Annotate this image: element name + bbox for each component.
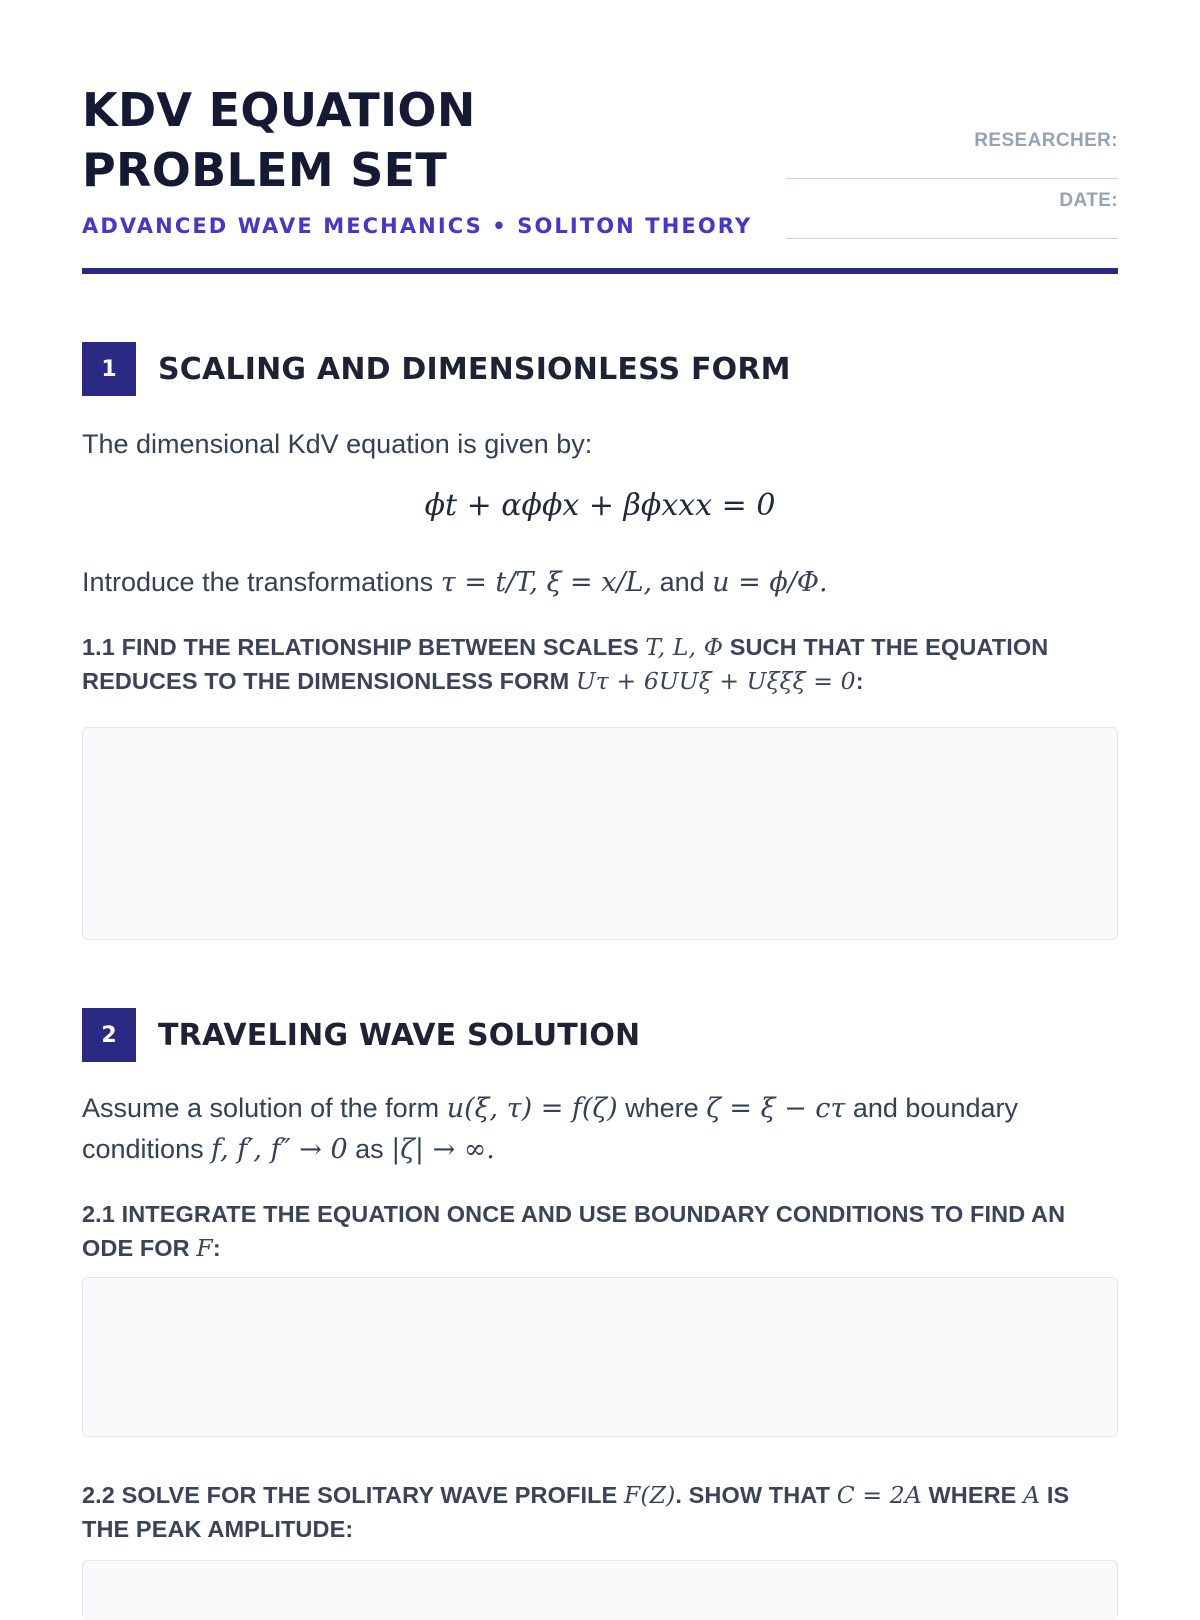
title-line-2: PROBLEM SET <box>82 143 448 197</box>
q21-math: F <box>196 1234 213 1262</box>
transform-and: and <box>659 567 705 597</box>
transform-prefix: Introduce the transformations <box>82 567 434 597</box>
assume-math-2: ζ = ξ − cτ <box>706 1093 846 1124</box>
date-label: DATE: <box>1059 190 1118 211</box>
transform-math-1: τ = t/T, ξ = x/L, <box>440 567 653 598</box>
answer-box-2-2[interactable] <box>82 1560 1118 1620</box>
section-1-header <box>82 342 1118 396</box>
transform-math-2: u = ϕ/Φ. <box>712 567 828 598</box>
researcher-line[interactable] <box>786 178 1118 179</box>
section-2-badge: 2 <box>82 1008 136 1062</box>
q22-where: WHERE <box>928 1482 1017 1508</box>
q1-math-scales: T, L, Φ <box>645 633 724 661</box>
question-2-2 <box>82 1478 1118 1546</box>
assume-prefix: Assume a solution of the form <box>82 1093 440 1123</box>
section-2-assumption <box>82 1088 1118 1170</box>
meta-fields <box>786 126 1118 246</box>
q21-end: : <box>212 1235 221 1261</box>
q1-mid: SUCH THAT THE EQUATION REDUCES TO THE DIMENSIONLESS FORM <box>82 634 1049 694</box>
question-2-1 <box>82 1197 1118 1265</box>
section-1-transformations <box>82 562 1118 603</box>
q1-math-dimensionless: Uτ + 6UUξ + Uξξξ = 0 <box>575 667 856 695</box>
q1-end: : <box>855 668 864 694</box>
date-field[interactable] <box>786 186 1118 246</box>
page-subtitle: ADVANCED WAVE MECHANICS • SOLITON THEORY <box>82 214 753 238</box>
title-line-1: KDV EQUATION <box>82 83 476 137</box>
q21-prefix: 2.1 INTEGRATE THE EQUATION ONCE AND USE BOUNDARY CONDITIONS TO FIND AN ODE FOR <box>82 1201 1066 1261</box>
assume-as: as <box>355 1134 384 1164</box>
assume-and: and boundary conditions <box>82 1093 1018 1164</box>
q1-prefix: 1.1 FIND THE RELATIONSHIP BETWEEN SCALES <box>82 634 639 660</box>
section-1-badge: 1 <box>82 342 136 396</box>
assume-math-4: |ζ| → ∞. <box>391 1134 495 1165</box>
researcher-field[interactable] <box>786 126 1118 186</box>
date-line[interactable] <box>786 238 1118 239</box>
q22-prefix: 2.2 SOLVE FOR THE SOLITARY WAVE PROFILE <box>82 1482 618 1508</box>
question-1-1 <box>82 630 1118 698</box>
researcher-label: RESEARCHER: <box>974 130 1118 151</box>
q22-end: IS THE PEAK AMPLITUDE: <box>82 1482 1070 1542</box>
section-1-title: SCALING AND DIMENSIONLESS FORM <box>158 351 791 387</box>
q22-mid: . SHOW THAT <box>675 1482 831 1508</box>
q22-math-amplitude: A <box>1023 1481 1041 1509</box>
section-1-intro: The dimensional KdV equation is given by: <box>82 429 593 459</box>
assume-math-1: u(ξ, τ) = f(ζ) <box>446 1093 618 1124</box>
q22-math-relation: C = 2A <box>836 1481 922 1509</box>
answer-box-1-1[interactable] <box>82 727 1118 940</box>
q22-math-profile: F(Z) <box>623 1481 676 1509</box>
worksheet-header <box>82 0 1118 238</box>
assume-math-3: f, f′, f″ → 0 <box>211 1134 348 1165</box>
assume-where: where <box>625 1093 699 1123</box>
section-2-title: TRAVELING WAVE SOLUTION <box>158 1017 641 1053</box>
answer-box-2-1[interactable] <box>82 1277 1118 1437</box>
kdv-equation: ϕt + αϕϕx + βϕxxx = 0 <box>424 488 776 523</box>
section-2-header <box>82 1008 1118 1062</box>
header-divider <box>82 268 1118 274</box>
